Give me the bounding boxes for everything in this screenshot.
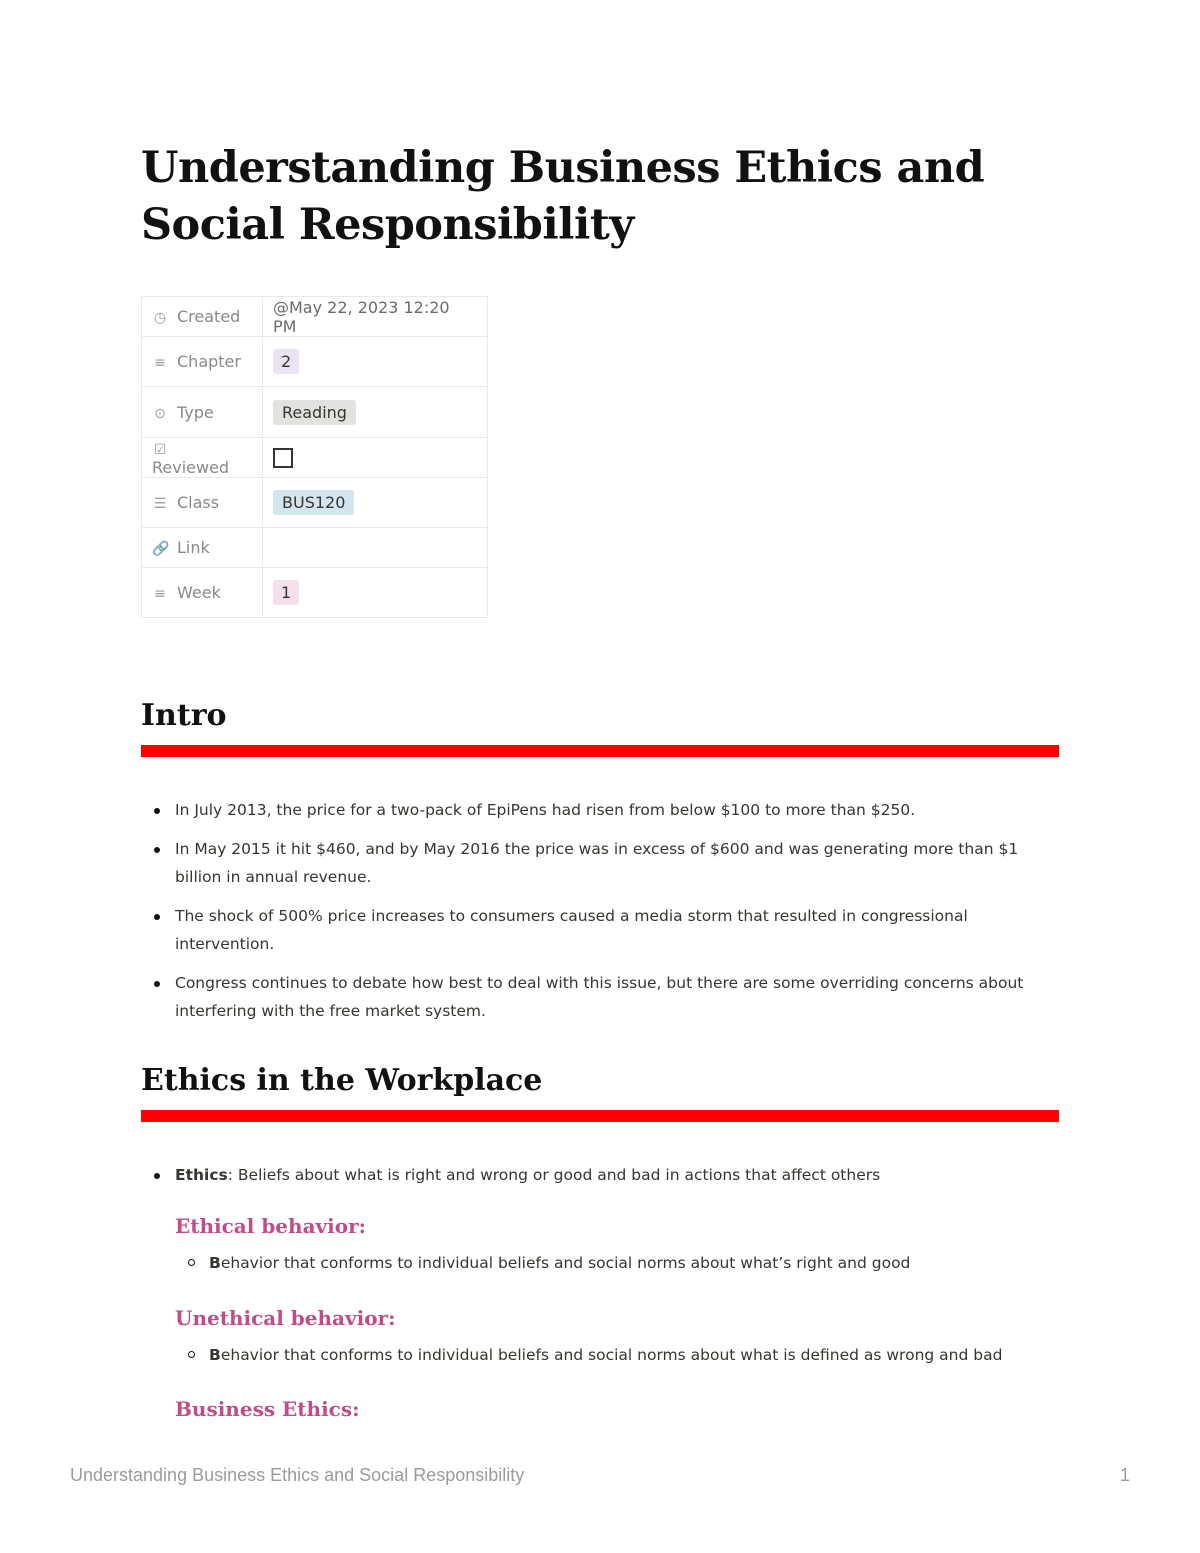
subheading-ethical-behavior: Ethical behavior: xyxy=(175,1214,367,1238)
subheading-unethical-behavior: Unethical behavior: xyxy=(175,1306,396,1330)
property-row-link xyxy=(142,528,488,568)
link-value[interactable] xyxy=(263,528,488,568)
page-title: Understanding Business Ethics and Social Responsibility xyxy=(141,143,985,250)
select-icon: ⊙ xyxy=(154,405,166,422)
list-icon: ≡ xyxy=(154,586,166,602)
intro-list xyxy=(141,796,1059,1025)
footer-title: Understanding Business Ethics and Social Responsibility xyxy=(70,1465,525,1485)
property-label: Week xyxy=(177,583,221,602)
chapter-tag[interactable]: 2 xyxy=(273,349,299,374)
property-row-reviewed xyxy=(142,438,488,478)
ethics-list xyxy=(141,1161,1059,1424)
checkbox-icon: ☑ xyxy=(153,441,167,458)
week-tag[interactable]: 1 xyxy=(273,580,299,605)
property-row-created xyxy=(142,297,488,337)
reviewed-checkbox[interactable] xyxy=(273,448,293,468)
section-divider xyxy=(141,1110,1059,1122)
property-label: Type xyxy=(177,402,214,422)
list-item: Behavior that conforms to individual beliefs and social norms about what is defined as wrong and bad xyxy=(209,1341,1059,1369)
properties-table xyxy=(141,296,488,618)
section-divider xyxy=(141,745,1059,757)
unethical-sublist xyxy=(175,1341,1059,1369)
property-label: Created xyxy=(177,307,241,326)
list-item: In July 2013, the price for a two-pack of EpiPens had risen from below $100 to more than $250. xyxy=(175,796,1059,824)
list-item: Behavior that conforms to individual beliefs and social norms about what’s right and good xyxy=(209,1249,1059,1277)
subheading-business-ethics: Business Ethics: xyxy=(175,1397,360,1421)
list-item: The shock of 500% price increases to consumers caused a media storm that resulted in congressional intervention. xyxy=(175,902,1059,958)
class-tag[interactable]: BUS120 xyxy=(273,490,354,515)
property-label: Chapter xyxy=(177,352,241,371)
page-footer xyxy=(70,1465,1130,1486)
page-number: 1 xyxy=(1119,1465,1130,1485)
clock-icon: ◷ xyxy=(153,310,167,326)
type-tag[interactable]: Reading xyxy=(273,400,356,425)
multi-select-icon: ☰ xyxy=(153,496,167,512)
document-page xyxy=(141,140,1059,1430)
property-row-chapter xyxy=(142,337,488,387)
section-heading-ethics: Ethics in the Workplace xyxy=(141,1063,543,1098)
property-row-type xyxy=(142,387,488,438)
property-row-class xyxy=(142,478,488,528)
list-item: Congress continues to debate how best to deal with this issue, but there are some overriding concerns about interfering with the free market system. xyxy=(175,969,1059,1025)
property-label: Reviewed xyxy=(152,457,230,477)
list-item: In May 2015 it hit $460, and by May 2016 the price was in excess of $600 and was generating more than $1 billion in annual revenue. xyxy=(175,835,1059,891)
property-label: Link xyxy=(177,538,210,557)
link-icon: 🔗 xyxy=(152,541,170,557)
ethical-sublist xyxy=(175,1249,1059,1277)
definition-text: : Beliefs about what is right and wrong or good and bad in actions that affect others xyxy=(227,1166,881,1184)
property-label: Class xyxy=(177,493,220,512)
list-item xyxy=(175,1161,1059,1424)
property-row-week xyxy=(142,568,488,618)
definition-term: Ethics xyxy=(175,1166,228,1184)
section-heading-intro: Intro xyxy=(141,698,227,733)
created-value[interactable]: @May 22, 2023 12:20 PM xyxy=(263,297,488,337)
list-icon: ≡ xyxy=(154,355,166,371)
